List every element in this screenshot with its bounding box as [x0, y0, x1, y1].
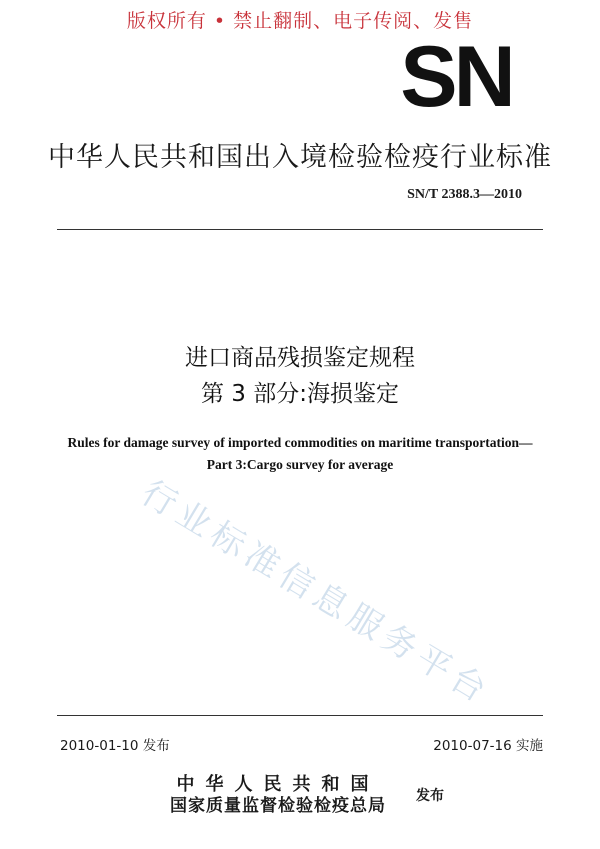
watermark: 行业标准信息服务平台: [134, 472, 498, 714]
document-title-en: [0, 432, 600, 476]
title-en-line2: Part 3:Cargo survey for average: [206, 457, 394, 472]
issue-label: 发布: [416, 788, 444, 804]
divider-top: [57, 229, 543, 230]
issuer-agency: 国家质量监督检验检疫总局: [170, 796, 386, 816]
title-en-line1: Rules for damage survey of imported commodities on maritime transportation—: [67, 435, 533, 450]
title-cn-line1: 进口商品残损鉴定规程: [185, 345, 415, 371]
issuer-country: 中华人民共和国: [176, 774, 380, 795]
logo-text: SN: [400, 40, 512, 114]
sn-logo: [396, 40, 516, 114]
standard-number: SN/T 2388.3—2010: [407, 187, 522, 202]
document-title-cn: [0, 340, 600, 412]
issuing-authority: [148, 775, 408, 817]
title-cn-line2: 第 3 部分:海损鉴定: [200, 381, 399, 407]
standard-category: 中华人民共和国出入境检验检疫行业标准: [48, 142, 552, 173]
divider-bottom: [57, 715, 543, 716]
implementation-date: 2010-07-16 实施: [433, 738, 543, 754]
issue-date: 2010-01-10 发布: [60, 738, 170, 754]
copyright-notice: 版权所有 • 禁止翻制、电子传阅、发售: [126, 10, 474, 32]
